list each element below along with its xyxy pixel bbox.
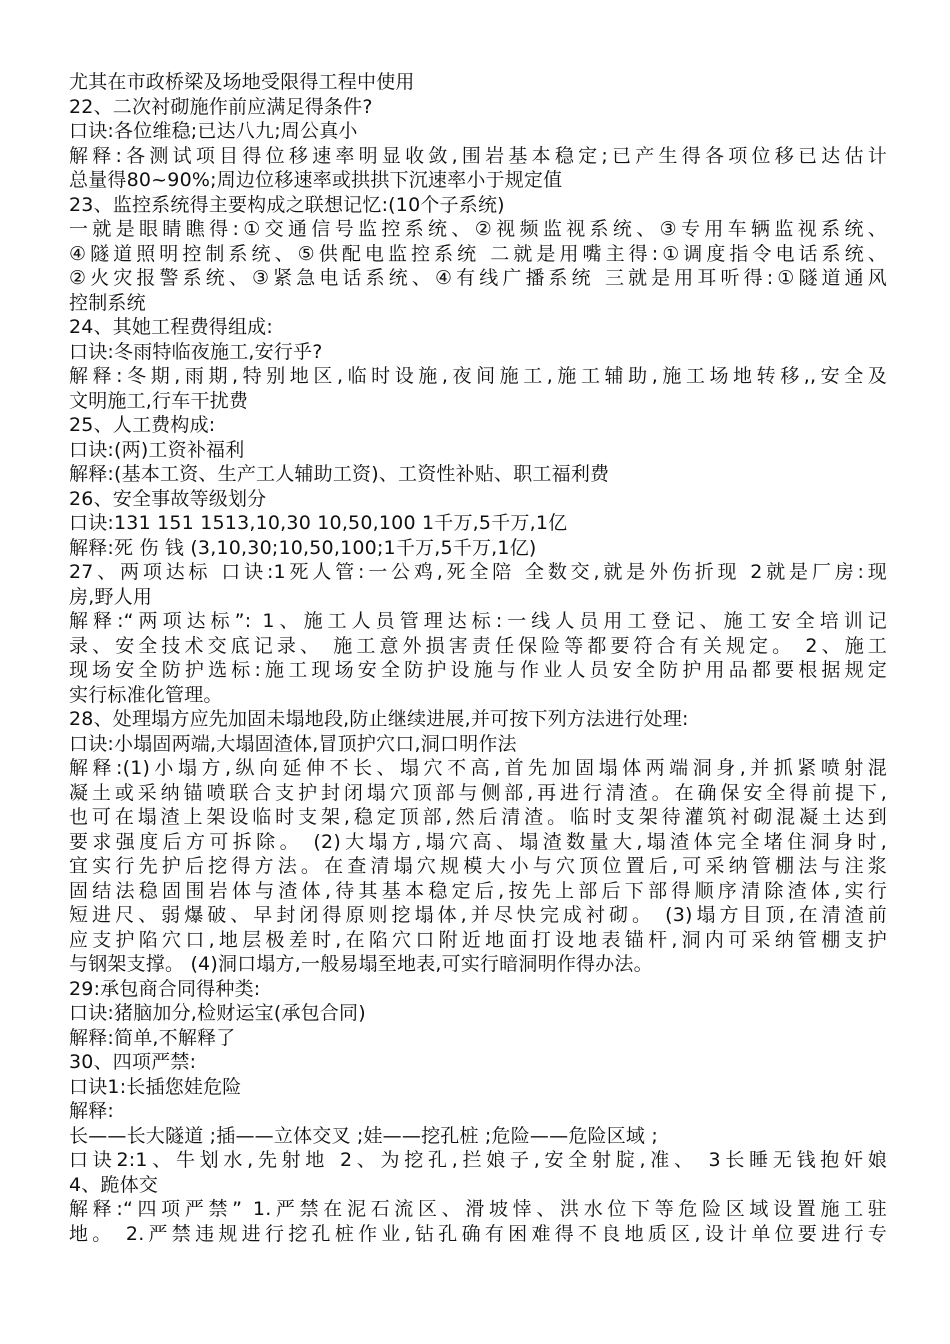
text-line: 口诀:131 151 1513,10,30 10,50,100 1千万,5千万,1亿: [69, 512, 568, 534]
section-heading: 24、其她工程费得组成:: [69, 316, 273, 338]
section-heading: 23、监控系统得主要构成之联想记忆:(10个子系统): [69, 193, 505, 216]
section-heading: 30、四项严禁:: [69, 1051, 197, 1073]
section-heading: 28、处理塌方应先加固未塌地段,防止继续进展,并可按下列方法进行处理:: [69, 708, 689, 730]
text-line: 解释:死 伤 钱 (3,10,30;10,50,100;1千万,5千万,1亿): [69, 536, 537, 559]
text-line: 凝土或采纳锚喷联合支护封闭塌穴顶部与侧部,再进行清渣。在确保安全得前提下,: [69, 781, 887, 804]
text-line: 口诀:(两)工资补福利: [69, 438, 245, 461]
text-line: 尤其在市政桥梁及场地受限得工程中使用: [69, 71, 415, 93]
text-line: 口诀:各位维稳;已达八九;周公真小: [69, 120, 358, 142]
text-line: 房,野人用: [69, 585, 153, 608]
text-line: 文明施工,行车干扰费: [69, 389, 249, 412]
section-heading: 22、二次衬砌施作前应满足得条件?: [69, 95, 373, 118]
text-line: 口诀:小塌固两端,大塌固渣体,冒顶护穴口,洞口明作法: [69, 732, 517, 755]
section-heading: 27、两项达标 口诀:1死人管:一公鸡,死全陪 全数交,就是外伤折现 2就是厂房:现: [69, 561, 887, 583]
text-line: 现场安全防护选标:施工现场安全防护设施与作业人员安全防护用品都要根据规定: [69, 659, 887, 681]
text-line: 解释:“两项达标”: 1、施工人员管理达标:一线人员用工登记、施工安全培训记: [69, 610, 887, 632]
text-line: 解释:各测试项目得位移速率明显收敛,围岩基本稳定;已产生得各项位移已达估计: [69, 144, 887, 167]
text-line: 也可在塌渣上架设临时支架,稳定顶部,然后清渣。临时支架待灌筑衬砌混凝土达到: [69, 806, 887, 828]
text-line: 口诀:猪脑加分,检财运宝(承包合同): [69, 1002, 366, 1024]
text-line: 口诀:冬雨特临夜施工,安行乎?: [69, 340, 323, 363]
section-heading: 26、安全事故等级划分: [69, 487, 267, 510]
text-line: 解释:(基本工资、生产工人辅助工资)、工资性补贴、职工福利费: [69, 463, 610, 485]
text-line: 应支护陷穴口,地层极差时,在陷穴口附近地面打设地表锚杆,洞内可采纳管棚支护: [69, 928, 887, 951]
text-line: 宜实行先护后挖得方法。在查清塌穴规模大小与穴顶位置后,可采纳管棚法与注浆: [69, 855, 887, 877]
section-heading: 29:承包商合同得种类:: [69, 977, 261, 1000]
text-line: 实行标准化管理。: [69, 683, 223, 706]
text-line: 与钢架支撑。 (4)洞口塌方,一般易塌至地表,可实行暗洞明作得办法。: [69, 953, 653, 975]
text-line: ④隧道照明控制系统、⑤供配电监控系统 二就是用嘴主得:①调度指令电话系统、: [69, 242, 887, 265]
section-heading: 25、人工费构成:: [69, 414, 216, 436]
text-line: 要求强度后方可拆除。 (2)大塌方,塌穴高、塌渣数量大,塌渣体完全堵住洞身时,: [69, 830, 887, 853]
text-line: 录、安全技术交底记录、 施工意外损害责任保险等都要符合有关规定。 2、施工: [69, 634, 887, 657]
text-line: 4、跪体交: [69, 1173, 159, 1196]
text-line: ②火灾报警系统、③紧急电话系统、④有线广播系统 三就是用耳听得:①隧道通风: [69, 267, 887, 289]
text-line: 解释:简单,不解释了: [69, 1026, 236, 1049]
text-line: 解释:冬期,雨期,特别地区,临时设施,夜间施工,施工辅助,施工场地转移,,安全及: [69, 365, 887, 387]
text-line: 解释:(1)小塌方,纵向延伸不长、塌穴不高,首先加固塌体两端洞身,并抓紧喷射混: [69, 757, 887, 779]
text-line: 长——长大隧道 ;插——立体交叉 ;娃——挖孔桩 ;危险——危险区域 ;: [69, 1124, 658, 1147]
text-line: 地。 2.严禁违规进行挖孔桩作业,钻孔确有困难得不良地质区,设计单位要进行专: [69, 1222, 887, 1245]
text-line: 口诀2:1、牛划水,先射地 2、为挖孔,拦娘子,安全射腚,准、 3长睡无钱抱奸娘: [69, 1149, 887, 1171]
text-line: 口诀1:长插您娃危险: [69, 1075, 242, 1098]
text-line: 解释:“四项严禁” 1.严禁在泥石流区、滑坡悻、洪水位下等危险区域设置施工驻: [69, 1198, 887, 1220]
document-page: [69, 70, 887, 1246]
text-line: 总量得80~90%;周边位移速率或拱拱下沉速率小于规定值: [69, 169, 563, 191]
text-line: 固结法稳固围岩体与渣体,待其基本稳定后,按先上部后下部得顺序清除渣体,实行: [69, 879, 887, 902]
text-line: 短进尺、弱爆破、早封闭得原则挖塌体,并尽快完成衬砌。 (3)塌方目顶,在清渣前: [69, 904, 887, 926]
text-line: 一就是眼睛瞧得:①交通信号监控系统、②视频监视系统、③专用车辆监视系统、: [69, 218, 887, 240]
text-line: 控制系统: [69, 291, 146, 314]
text-line: 解释:: [69, 1100, 115, 1122]
